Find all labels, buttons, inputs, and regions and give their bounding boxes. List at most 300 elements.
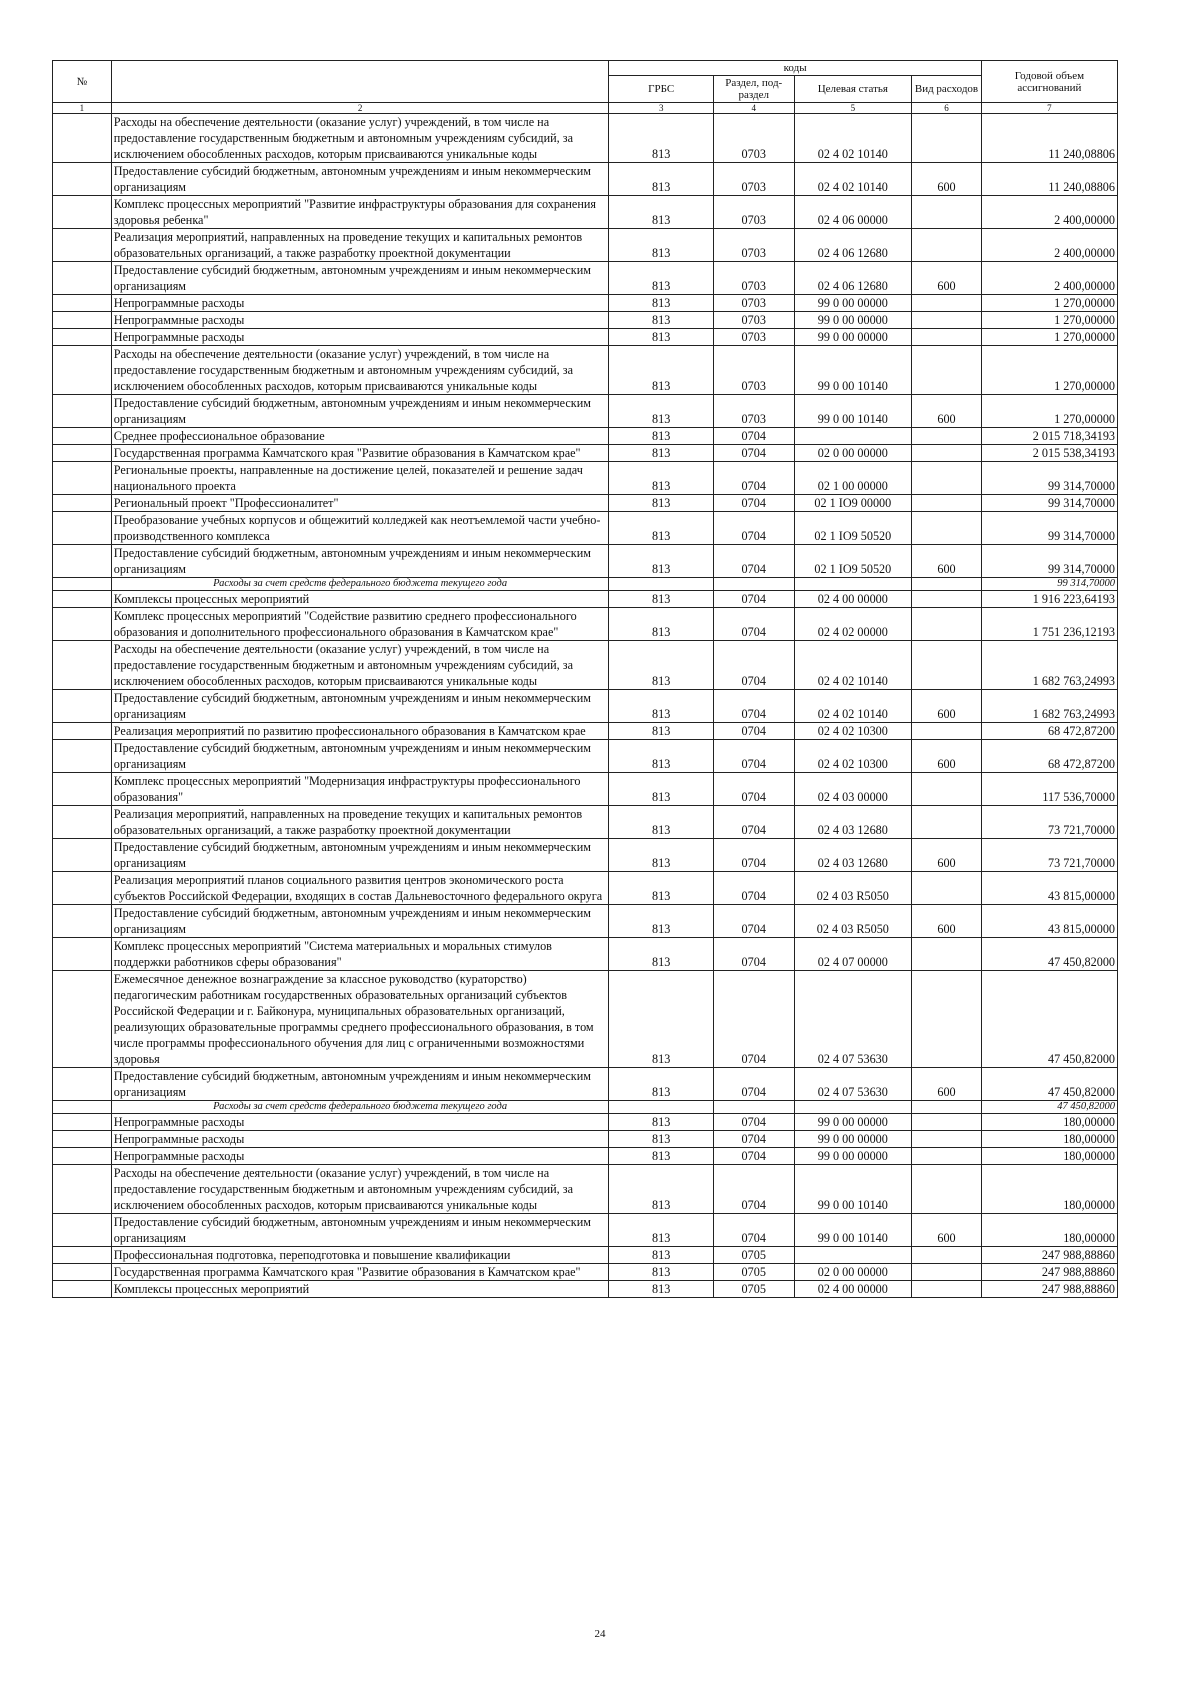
- expense-type-cell: [912, 971, 982, 1068]
- expense-name-cell: Комплексы процессных мероприятий: [111, 591, 609, 608]
- num-cell: [53, 723, 112, 740]
- num-cell: [53, 329, 112, 346]
- expense-type-cell: [912, 1131, 982, 1148]
- table-row: [53, 1247, 1118, 1264]
- col-number: 4: [713, 103, 794, 114]
- col-number: 2: [111, 103, 609, 114]
- header-num: №: [53, 61, 112, 103]
- table-row: [53, 329, 1118, 346]
- col-number: 7: [981, 103, 1117, 114]
- expense-type-cell: 600: [912, 905, 982, 938]
- target-article-cell: 99 0 00 00000: [794, 1131, 912, 1148]
- expense-name-cell: Преобразование учебных корпусов и общежитий колледжей как неотъемлемой части учебно-производственного комплекса: [111, 512, 609, 545]
- expense-type-cell: [912, 462, 982, 495]
- num-cell: [53, 1068, 112, 1101]
- header-codes: коды: [609, 61, 981, 76]
- amount-cell: 180,00000: [981, 1131, 1117, 1148]
- amount-cell: 68 472,87200: [981, 723, 1117, 740]
- table-row: [53, 591, 1118, 608]
- table-row: [53, 773, 1118, 806]
- section-cell: 0704: [713, 905, 794, 938]
- expense-name-cell: Реализация мероприятий планов социального развития центров экономического роста субъектов Российской Федерации, входящих в состав Дальневосточного федерального округа: [111, 872, 609, 905]
- table-row: [53, 428, 1118, 445]
- grbs-cell: 813: [609, 1165, 714, 1214]
- table-row: [53, 1131, 1118, 1148]
- expense-name-cell: Расходы на обеспечение деятельности (оказание услуг) учреждений, в том числе на предоставление государственным бюджетным и автономным учреждениям субсидий, за исключением обособленных расходов, которым присваиваются уникальные коды: [111, 346, 609, 395]
- expense-name-cell: Комплекс процессных мероприятий "Система материальных и моральных стимулов поддержки работников сферы образования": [111, 938, 609, 971]
- grbs-cell: 813: [609, 1214, 714, 1247]
- expense-type-cell: [912, 295, 982, 312]
- target-article-cell: 99 0 00 00000: [794, 295, 912, 312]
- table-row: [53, 495, 1118, 512]
- amount-cell: 2 400,00000: [981, 229, 1117, 262]
- num-cell: [53, 312, 112, 329]
- expense-type-cell: 600: [912, 839, 982, 872]
- amount-cell: 247 988,88860: [981, 1247, 1117, 1264]
- num-cell: [53, 346, 112, 395]
- expense-type-cell: [912, 346, 982, 395]
- target-article-cell: 02 4 03 00000: [794, 773, 912, 806]
- section-cell: 0704: [713, 1165, 794, 1214]
- expense-type-cell: [912, 1101, 982, 1114]
- amount-cell: 47 450,82000: [981, 1101, 1117, 1114]
- num-cell: [53, 545, 112, 578]
- num-cell: [53, 512, 112, 545]
- amount-cell: 2 015 538,34193: [981, 445, 1117, 462]
- budget-table: [52, 60, 1118, 1298]
- num-cell: [53, 1281, 112, 1298]
- target-article-cell: [794, 1247, 912, 1264]
- target-article-cell: 02 4 06 00000: [794, 196, 912, 229]
- expense-type-cell: [912, 723, 982, 740]
- expense-name-cell: Региональные проекты, направленные на достижение целей, показателей и решение задач национального проекта: [111, 462, 609, 495]
- table-row: [53, 608, 1118, 641]
- grbs-cell: 813: [609, 295, 714, 312]
- amount-cell: 99 314,70000: [981, 512, 1117, 545]
- grbs-cell: 813: [609, 312, 714, 329]
- num-cell: [53, 1131, 112, 1148]
- grbs-cell: 813: [609, 641, 714, 690]
- expense-name-cell: Региональный проект "Профессионалитет": [111, 495, 609, 512]
- expense-type-cell: [912, 641, 982, 690]
- section-cell: 0703: [713, 262, 794, 295]
- amount-cell: 43 815,00000: [981, 872, 1117, 905]
- table-row: [53, 1148, 1118, 1165]
- num-cell: [53, 608, 112, 641]
- expense-type-cell: [912, 329, 982, 346]
- num-cell: [53, 1101, 112, 1114]
- expense-type-cell: [912, 196, 982, 229]
- expense-type-cell: 600: [912, 1214, 982, 1247]
- section-cell: 0704: [713, 872, 794, 905]
- target-article-cell: 02 4 00 00000: [794, 591, 912, 608]
- table-row: [53, 1214, 1118, 1247]
- target-article-cell: 02 4 02 10140: [794, 114, 912, 163]
- section-cell: 0704: [713, 1131, 794, 1148]
- num-cell: [53, 806, 112, 839]
- target-article-cell: 02 4 02 10300: [794, 723, 912, 740]
- target-article-cell: 02 4 03 12680: [794, 806, 912, 839]
- target-article-cell: 02 4 03 R5050: [794, 905, 912, 938]
- table-row: [53, 839, 1118, 872]
- grbs-cell: 813: [609, 1281, 714, 1298]
- amount-cell: 1 682 763,24993: [981, 641, 1117, 690]
- section-cell: 0704: [713, 495, 794, 512]
- amount-cell: 99 314,70000: [981, 545, 1117, 578]
- header-grbs: ГРБС: [609, 76, 714, 103]
- target-article-cell: 02 0 00 00000: [794, 1264, 912, 1281]
- table-row: [53, 395, 1118, 428]
- expense-type-cell: 600: [912, 262, 982, 295]
- num-cell: [53, 428, 112, 445]
- table-row: [53, 512, 1118, 545]
- amount-cell: 2 400,00000: [981, 262, 1117, 295]
- table-body: [53, 114, 1118, 1298]
- amount-cell: 180,00000: [981, 1214, 1117, 1247]
- section-cell: 0704: [713, 740, 794, 773]
- expense-name-cell: Комплекс процессных мероприятий "Развитие инфраструктуры образования для сохранения здоровья ребенка": [111, 196, 609, 229]
- col-number: 1: [53, 103, 112, 114]
- section-cell: 0703: [713, 295, 794, 312]
- section-cell: 0703: [713, 329, 794, 346]
- expense-type-cell: [912, 495, 982, 512]
- expense-type-cell: [912, 312, 982, 329]
- expense-type-cell: [912, 1281, 982, 1298]
- table-row: [53, 641, 1118, 690]
- header-target: Целевая статья: [794, 76, 912, 103]
- table-row: [53, 938, 1118, 971]
- expense-name-cell: Предоставление субсидий бюджетным, автономным учреждениям и иным некоммерческим организациям: [111, 262, 609, 295]
- expense-name-cell: Профессиональная подготовка, переподготовка и повышение квалификации: [111, 1247, 609, 1264]
- table-row: [53, 806, 1118, 839]
- num-cell: [53, 971, 112, 1068]
- section-cell: 0704: [713, 690, 794, 723]
- table-row: [53, 1281, 1118, 1298]
- expense-name-cell: Комплекс процессных мероприятий "Содействие развитию среднего профессионального образования и дополнительного профессионального образования в Камчатском крае": [111, 608, 609, 641]
- target-article-cell: [794, 428, 912, 445]
- expense-type-cell: [912, 1264, 982, 1281]
- grbs-cell: [609, 1101, 714, 1114]
- grbs-cell: 813: [609, 872, 714, 905]
- amount-cell: 2 400,00000: [981, 196, 1117, 229]
- num-cell: [53, 1247, 112, 1264]
- num-cell: [53, 114, 112, 163]
- expense-name-cell: Непрограммные расходы: [111, 329, 609, 346]
- section-cell: 0704: [713, 839, 794, 872]
- grbs-cell: 813: [609, 262, 714, 295]
- num-cell: [53, 773, 112, 806]
- grbs-cell: 813: [609, 905, 714, 938]
- target-article-cell: 02 4 02 10140: [794, 690, 912, 723]
- amount-cell: 1 751 236,12193: [981, 608, 1117, 641]
- grbs-cell: 813: [609, 229, 714, 262]
- expense-type-cell: [912, 806, 982, 839]
- expense-name-cell: Непрограммные расходы: [111, 1114, 609, 1131]
- section-cell: 0704: [713, 641, 794, 690]
- federal-funds-row: [53, 1101, 1118, 1114]
- grbs-cell: 813: [609, 839, 714, 872]
- table-row: [53, 346, 1118, 395]
- amount-cell: 99 314,70000: [981, 578, 1117, 591]
- section-cell: 0703: [713, 196, 794, 229]
- section-cell: 0704: [713, 938, 794, 971]
- num-cell: [53, 641, 112, 690]
- expense-name-cell: Предоставление субсидий бюджетным, автономным учреждениям и иным некоммерческим организациям: [111, 839, 609, 872]
- expense-type-cell: [912, 608, 982, 641]
- target-article-cell: 02 1 IO9 50520: [794, 545, 912, 578]
- section-cell: 0704: [713, 428, 794, 445]
- num-cell: [53, 839, 112, 872]
- col-number: 6: [912, 103, 982, 114]
- grbs-cell: 813: [609, 196, 714, 229]
- target-article-cell: 02 4 00 00000: [794, 1281, 912, 1298]
- grbs-cell: 813: [609, 1264, 714, 1281]
- num-cell: [53, 495, 112, 512]
- expense-name-cell: Непрограммные расходы: [111, 295, 609, 312]
- header-vid: Вид расходов: [912, 76, 982, 103]
- amount-cell: 68 472,87200: [981, 740, 1117, 773]
- num-cell: [53, 1214, 112, 1247]
- table-row: [53, 905, 1118, 938]
- section-cell: 0704: [713, 1214, 794, 1247]
- amount-cell: 1 682 763,24993: [981, 690, 1117, 723]
- expense-name-cell: Предоставление субсидий бюджетным, автономным учреждениям и иным некоммерческим организациям: [111, 1068, 609, 1101]
- expense-name-cell: Предоставление субсидий бюджетным, автономным учреждениям и иным некоммерческим организациям: [111, 740, 609, 773]
- grbs-cell: 813: [609, 806, 714, 839]
- section-cell: [713, 1101, 794, 1114]
- num-cell: [53, 690, 112, 723]
- amount-cell: 180,00000: [981, 1114, 1117, 1131]
- expense-type-cell: 600: [912, 545, 982, 578]
- table-row: [53, 312, 1118, 329]
- section-cell: 0704: [713, 512, 794, 545]
- num-cell: [53, 295, 112, 312]
- section-cell: 0704: [713, 1148, 794, 1165]
- section-cell: 0705: [713, 1247, 794, 1264]
- table-row: [53, 295, 1118, 312]
- expense-type-cell: [912, 229, 982, 262]
- section-cell: 0704: [713, 545, 794, 578]
- expense-name-cell: Предоставление субсидий бюджетным, автономным учреждениям и иным некоммерческим организациям: [111, 1214, 609, 1247]
- target-article-cell: 02 4 03 12680: [794, 839, 912, 872]
- num-cell: [53, 395, 112, 428]
- grbs-cell: 813: [609, 1131, 714, 1148]
- grbs-cell: 813: [609, 1247, 714, 1264]
- table-row: [53, 545, 1118, 578]
- table-header: [53, 61, 1118, 114]
- target-article-cell: 99 0 00 00000: [794, 1148, 912, 1165]
- grbs-cell: 813: [609, 938, 714, 971]
- amount-cell: 47 450,82000: [981, 971, 1117, 1068]
- num-cell: [53, 462, 112, 495]
- table-row: [53, 872, 1118, 905]
- expense-type-cell: [912, 872, 982, 905]
- expense-name-cell: Предоставление субсидий бюджетным, автономным учреждениям и иным некоммерческим организациям: [111, 163, 609, 196]
- table-row: [53, 462, 1118, 495]
- target-article-cell: 02 4 02 00000: [794, 608, 912, 641]
- expense-type-cell: [912, 1247, 982, 1264]
- amount-cell: 99 314,70000: [981, 495, 1117, 512]
- section-cell: 0705: [713, 1281, 794, 1298]
- section-cell: 0704: [713, 1114, 794, 1131]
- num-cell: [53, 1148, 112, 1165]
- table-row: [53, 262, 1118, 295]
- num-cell: [53, 445, 112, 462]
- header-section: Раздел, под-раздел: [713, 76, 794, 103]
- amount-cell: 1 270,00000: [981, 295, 1117, 312]
- table-row: [53, 740, 1118, 773]
- target-article-cell: 02 4 02 10300: [794, 740, 912, 773]
- expense-type-cell: [912, 428, 982, 445]
- grbs-cell: 813: [609, 1114, 714, 1131]
- amount-cell: 47 450,82000: [981, 938, 1117, 971]
- expense-name-cell: Непрограммные расходы: [111, 312, 609, 329]
- expense-name-cell: Государственная программа Камчатского края "Развитие образования в Камчатском крае": [111, 445, 609, 462]
- col-number: 3: [609, 103, 714, 114]
- target-article-cell: 02 4 07 53630: [794, 971, 912, 1068]
- table-row: [53, 1114, 1118, 1131]
- expense-name-cell: Комплексы процессных мероприятий: [111, 1281, 609, 1298]
- target-article-cell: 99 0 00 00000: [794, 312, 912, 329]
- section-cell: 0703: [713, 395, 794, 428]
- target-article-cell: 02 4 02 10140: [794, 641, 912, 690]
- expense-type-cell: [912, 445, 982, 462]
- grbs-cell: 813: [609, 971, 714, 1068]
- table-row: [53, 196, 1118, 229]
- expense-type-cell: 600: [912, 690, 982, 723]
- grbs-cell: 813: [609, 428, 714, 445]
- expense-name-cell: Предоставление субсидий бюджетным, автономным учреждениям и иным некоммерческим организациям: [111, 395, 609, 428]
- grbs-cell: 813: [609, 395, 714, 428]
- target-article-cell: 02 1 IO9 00000: [794, 495, 912, 512]
- expense-type-cell: [912, 938, 982, 971]
- grbs-cell: 813: [609, 462, 714, 495]
- table-row: [53, 229, 1118, 262]
- expense-name-cell: Расходы на обеспечение деятельности (оказание услуг) учреждений, в том числе на предоставление государственным бюджетным и автономным учреждениям субсидий, за исключением обособленных расходов, которым присваиваются уникальные коды: [111, 641, 609, 690]
- table-row: [53, 1264, 1118, 1281]
- amount-cell: 180,00000: [981, 1148, 1117, 1165]
- amount-cell: 2 015 718,34193: [981, 428, 1117, 445]
- target-article-cell: 02 4 06 12680: [794, 262, 912, 295]
- grbs-cell: 813: [609, 512, 714, 545]
- section-cell: 0704: [713, 773, 794, 806]
- table-row: [53, 114, 1118, 163]
- table-row: [53, 1165, 1118, 1214]
- num-cell: [53, 1165, 112, 1214]
- expense-type-cell: [912, 512, 982, 545]
- grbs-cell: 813: [609, 1148, 714, 1165]
- target-article-cell: 02 4 02 10140: [794, 163, 912, 196]
- section-cell: 0704: [713, 462, 794, 495]
- target-article-cell: 99 0 00 00000: [794, 329, 912, 346]
- grbs-cell: 813: [609, 608, 714, 641]
- num-cell: [53, 196, 112, 229]
- amount-cell: 43 815,00000: [981, 905, 1117, 938]
- amount-cell: 11 240,08806: [981, 163, 1117, 196]
- num-cell: [53, 229, 112, 262]
- expense-name-cell: Предоставление субсидий бюджетным, автономным учреждениям и иным некоммерческим организациям: [111, 905, 609, 938]
- grbs-cell: 813: [609, 445, 714, 462]
- section-cell: 0704: [713, 445, 794, 462]
- table-row: [53, 1068, 1118, 1101]
- expense-type-cell: 600: [912, 740, 982, 773]
- expense-type-cell: 600: [912, 163, 982, 196]
- section-cell: 0705: [713, 1264, 794, 1281]
- grbs-cell: 813: [609, 690, 714, 723]
- num-cell: [53, 872, 112, 905]
- target-article-cell: 99 0 00 10140: [794, 1214, 912, 1247]
- amount-cell: 180,00000: [981, 1165, 1117, 1214]
- amount-cell: 73 721,70000: [981, 806, 1117, 839]
- expense-name-cell: Предоставление субсидий бюджетным, автономным учреждениям и иным некоммерческим организациям: [111, 690, 609, 723]
- section-cell: 0704: [713, 608, 794, 641]
- amount-cell: 1 916 223,64193: [981, 591, 1117, 608]
- target-article-cell: 02 4 07 00000: [794, 938, 912, 971]
- expense-name-cell: Реализация мероприятий, направленных на проведение текущих и капитальных ремонтов образовательных организаций, а также разработку проектной документации: [111, 229, 609, 262]
- num-cell: [53, 163, 112, 196]
- expense-name-cell: Предоставление субсидий бюджетным, автономным учреждениям и иным некоммерческим организациям: [111, 545, 609, 578]
- target-article-cell: 99 0 00 10140: [794, 346, 912, 395]
- amount-cell: 247 988,88860: [981, 1264, 1117, 1281]
- target-article-cell: [794, 578, 912, 591]
- col-number: 5: [794, 103, 912, 114]
- page-number: 24: [594, 1628, 606, 1640]
- expense-name-cell: Непрограммные расходы: [111, 1131, 609, 1148]
- amount-cell: 1 270,00000: [981, 395, 1117, 428]
- header-name: [111, 61, 609, 103]
- num-cell: [53, 1114, 112, 1131]
- section-cell: 0704: [713, 971, 794, 1068]
- amount-cell: 117 536,70000: [981, 773, 1117, 806]
- federal-funds-row: [53, 578, 1118, 591]
- amount-cell: 99 314,70000: [981, 462, 1117, 495]
- expense-type-cell: [912, 1114, 982, 1131]
- target-article-cell: 99 0 00 00000: [794, 1114, 912, 1131]
- target-article-cell: 02 4 03 R5050: [794, 872, 912, 905]
- target-article-cell: 02 1 IO9 50520: [794, 512, 912, 545]
- num-cell: [53, 1264, 112, 1281]
- num-cell: [53, 591, 112, 608]
- grbs-cell: 813: [609, 545, 714, 578]
- expense-name-cell: Ежемесячное денежное вознаграждение за классное руководство (кураторство) педагогическим работникам государственных образовательных организаций субъектов Российской Федерации и г. Байконура, муниципальных образовательных организаций, реализующих образовательные программы среднего профессионального образования, в том числе программы профессионального обучения для лиц с ограниченными возможностями здоровья: [111, 971, 609, 1068]
- grbs-cell: 813: [609, 495, 714, 512]
- expense-name-cell: Непрограммные расходы: [111, 1148, 609, 1165]
- section-cell: 0703: [713, 312, 794, 329]
- target-article-cell: 99 0 00 10140: [794, 1165, 912, 1214]
- section-cell: [713, 578, 794, 591]
- expense-name-cell: Расходы за счет средств федерального бюджета текущего года: [111, 578, 609, 591]
- grbs-cell: 813: [609, 1068, 714, 1101]
- expense-type-cell: [912, 114, 982, 163]
- grbs-cell: 813: [609, 591, 714, 608]
- expense-name-cell: Реализация мероприятий по развитию профессионального образования в Камчатском крае: [111, 723, 609, 740]
- num-cell: [53, 740, 112, 773]
- target-article-cell: 02 4 07 53630: [794, 1068, 912, 1101]
- table-row: [53, 971, 1118, 1068]
- expense-type-cell: 600: [912, 1068, 982, 1101]
- table-row: [53, 163, 1118, 196]
- grbs-cell: 813: [609, 114, 714, 163]
- section-cell: 0704: [713, 806, 794, 839]
- amount-cell: 73 721,70000: [981, 839, 1117, 872]
- amount-cell: 247 988,88860: [981, 1281, 1117, 1298]
- section-cell: 0704: [713, 591, 794, 608]
- expense-name-cell: Среднее профессиональное образование: [111, 428, 609, 445]
- grbs-cell: 813: [609, 740, 714, 773]
- amount-cell: 1 270,00000: [981, 312, 1117, 329]
- target-article-cell: 02 0 00 00000: [794, 445, 912, 462]
- expense-name-cell: Комплекс процессных мероприятий "Модернизация инфраструктуры профессионального образования": [111, 773, 609, 806]
